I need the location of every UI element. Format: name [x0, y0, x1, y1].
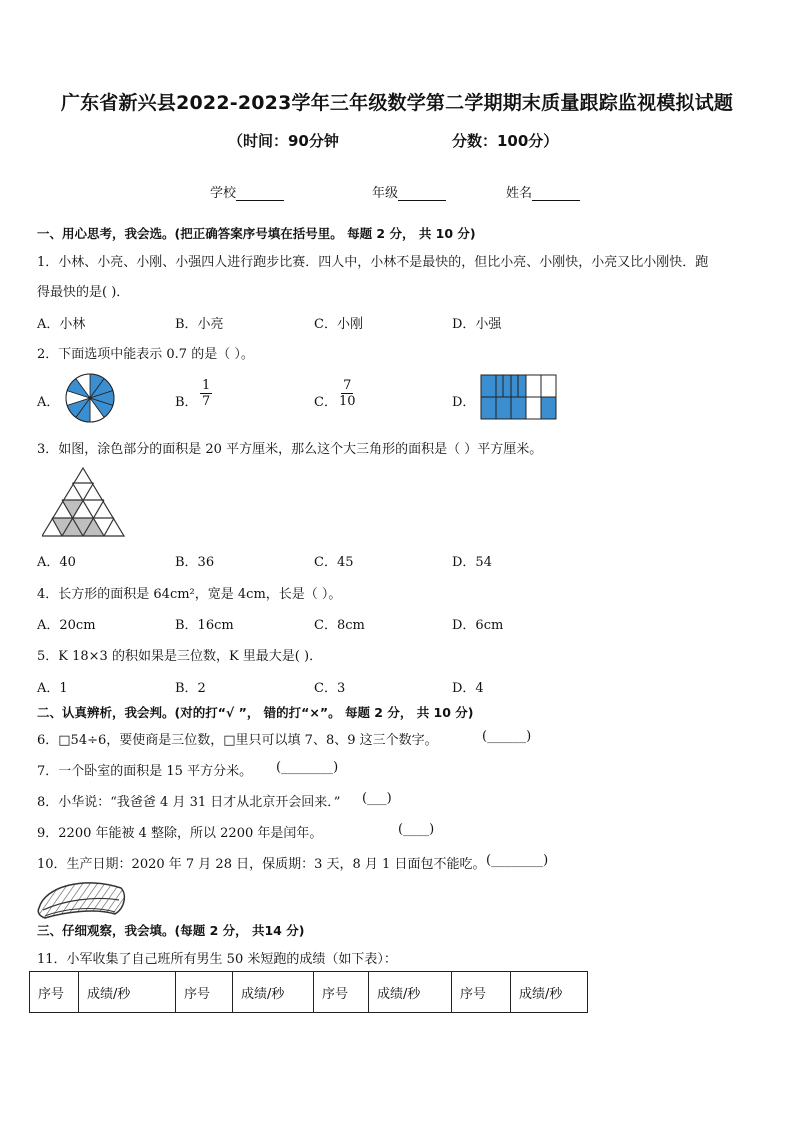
- q2-text: 2．下面选项中能表示 0.7 的是（ ）。: [37, 347, 254, 362]
- school-blank: [236, 187, 284, 201]
- table-row: [30, 972, 588, 1013]
- grade-field: [372, 182, 446, 201]
- header-cell: 成绩/秒: [233, 972, 314, 1013]
- section-2-heading: 二、认真辨析，我会判。(对的打“√ ”， 错的打“×”。 每题 2 分， 共 10 分): [37, 705, 474, 720]
- section-3-heading: 三、仔细观察，我会填。(每题 2 分， 共14 分): [37, 923, 305, 938]
- q2-b-numerator: 1: [202, 378, 211, 393]
- q2-circle-figure: [64, 372, 116, 424]
- page-title: 广东省新兴县2022-2023学年三年级数学第二学期期末质量跟踪监视模拟试题: [60, 92, 734, 114]
- header-cell: 成绩/秒: [511, 972, 588, 1013]
- grade-blank: [398, 187, 446, 201]
- q5-option-c: C．3: [314, 681, 346, 696]
- q4-option-d: D．6cm: [452, 618, 504, 633]
- q11-text: 11．小军收集了自己班所有男生 50 米短跑的成绩（如下表）：: [37, 952, 397, 967]
- q7-text: 7．一个卧室的面积是 15 平方分米。: [37, 764, 253, 779]
- header-cell: 序号: [30, 972, 79, 1013]
- header-cell: 序号: [176, 972, 233, 1013]
- q7-answer-blank[interactable]: (________): [276, 760, 339, 775]
- school-label: 学校: [210, 186, 237, 201]
- name-blank: [532, 187, 580, 201]
- section-1-heading: 一、用心思考，我会选。(把正确答案序号填在括号里。 每题 2 分， 共 10 分): [37, 226, 476, 241]
- header-cell: 序号: [452, 972, 511, 1013]
- header-cell: 成绩/秒: [79, 972, 176, 1013]
- q8-text: 8．小华说：“我爸爸 4 月 31 日才从北京开会回来．”: [37, 795, 341, 810]
- q10-text: 10．生产日期：2020 年 7 月 28 日，保质期：3 天，8 月 1 日面包不能吃。: [37, 857, 486, 872]
- q3-option-c: C．45: [314, 555, 354, 570]
- q6-text: 6．□54÷6，要使商是三位数，□里只可以填 7、8、9 这三个数字。: [37, 733, 438, 748]
- school-field: [210, 182, 284, 201]
- q2-b-denominator: 7: [202, 394, 211, 409]
- q3-option-a: A．40: [37, 555, 76, 570]
- q1-option-c: C．小刚: [314, 317, 363, 332]
- q4-option-a: A．20cm: [37, 618, 96, 633]
- q4-option-c: C．8cm: [314, 618, 365, 633]
- q4-option-b: B．16cm: [175, 618, 234, 633]
- q1-text-line1: 1．小林、小亮、小刚、小强四人进行跑步比赛．四人中，小林不是最快的，但比小亮、小刚快，小亮又比小刚快．跑: [37, 255, 709, 270]
- q3-option-d: D．54: [452, 555, 492, 570]
- q2-c-numerator: 7: [343, 378, 352, 393]
- q2-label-d: D．: [452, 395, 476, 410]
- q5-option-d: D．4: [452, 681, 484, 696]
- q2-c-denominator: 10: [339, 394, 356, 409]
- q5-option-a: A．1: [37, 681, 68, 696]
- q4-text: 4．长方形的面积是 64cm²，宽是 4cm，长是（ ）。: [37, 587, 342, 602]
- q3-option-b: B．36: [175, 555, 215, 570]
- q5-option-b: B．2: [175, 681, 206, 696]
- bread-image: [35, 878, 129, 920]
- grade-label: 年级: [372, 186, 399, 201]
- q1-option-a: A．小林: [37, 317, 86, 332]
- q1-option-d: D．小强: [452, 317, 502, 332]
- header-cell: 成绩/秒: [369, 972, 452, 1013]
- name-label: 姓名: [506, 186, 533, 201]
- q2-fraction-b: [200, 378, 212, 409]
- q8-answer-blank[interactable]: (___): [362, 791, 392, 806]
- exam-time: （时间：90分钟: [228, 132, 339, 150]
- q2-label-c: C．: [314, 395, 337, 410]
- q9-answer-blank[interactable]: (____): [398, 822, 435, 837]
- q3-triangle-figure: [42, 466, 126, 538]
- q1-text-line2: 得最快的是( )．: [37, 285, 130, 300]
- q6-answer-blank[interactable]: (______): [482, 729, 532, 744]
- scores-table: [29, 971, 588, 1013]
- header-cell: 序号: [314, 972, 369, 1013]
- q2-label-b: B．: [175, 395, 198, 410]
- q2-fraction-c: [339, 378, 356, 409]
- q10-answer-blank[interactable]: (________): [486, 853, 549, 868]
- q9-text: 9．2200 年能被 4 整除，所以 2200 年是闰年。: [37, 826, 323, 841]
- q3-text: 3．如图，涂色部分的面积是 20 平方厘米，那么这个大三角形的面积是（ ）平方厘米。: [37, 442, 543, 457]
- exam-score: 分数：100分）: [452, 132, 559, 150]
- name-field: [506, 182, 580, 201]
- q5-text: 5．K 18×3 的积如果是三位数，K 里最大是( )．: [37, 649, 323, 664]
- q1-option-b: B．小亮: [175, 317, 224, 332]
- q2-grid-figure: [480, 374, 558, 420]
- q2-label-a: A．: [37, 395, 60, 410]
